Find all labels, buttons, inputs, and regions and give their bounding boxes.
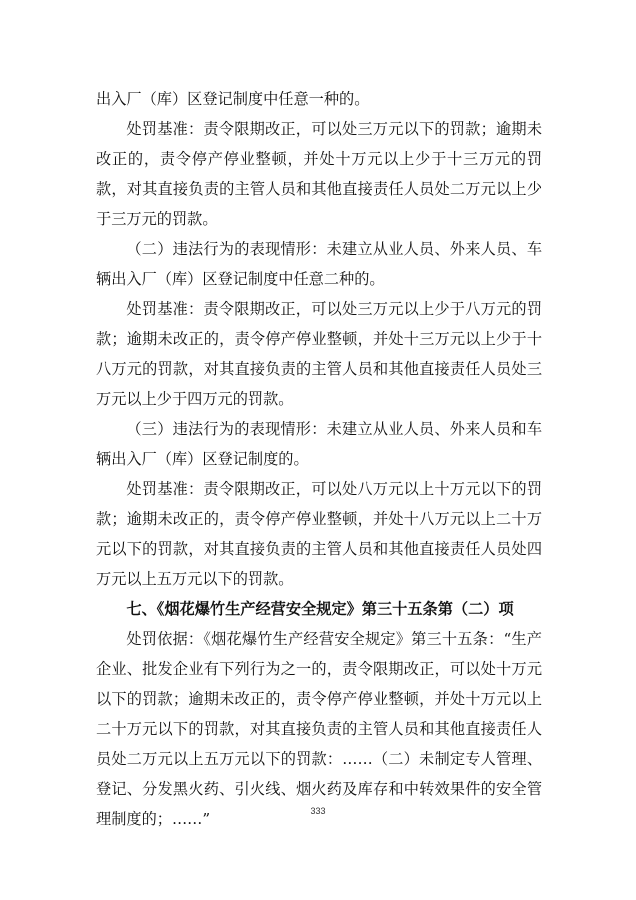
page-number: 333 xyxy=(310,806,326,816)
paragraph-penalty-standard-1: 处罚基准：责令限期改正，可以处三万元以下的罚款；逾期未改正的，责令停产停业整顿，并处十万元以上少于十三万元的罚款，对其直接负责的主管人员和其他直接责任人员处二万元以上少于三万元的罚款。 xyxy=(96,120,542,228)
paragraph-penalty-basis: 处罚依据：《烟花爆竹生产经营安全规定》第三十五条：“生产企业、批发企业有下列行为之一的，责令限期改正，可以处十万元以下的罚款；逾期未改正的，责令停产停业整顿，并处十万元以上二十万元以下的罚款，对其直接负责的主管人员和其他直接责任人员处二万元以上五万元以下的罚款：……（二）未制定专人管理、登记、分发黑火药、引火线、烟火药及库存和中转效果件的安全管理制度的；……” xyxy=(96,630,542,828)
document-body xyxy=(96,84,542,834)
paragraph-violation-case-2: （二）违法行为的表现情形：未建立从业人员、外来人员、车辆出入厂（库）区登记制度中任意二种的。 xyxy=(96,240,542,288)
paragraph-penalty-standard-3: 处罚基准：责令限期改正，可以处八万元以上十万元以下的罚款；逾期未改正的，责令停产停业整顿，并处十八万元以上二十万元以下的罚款，对其直接负责的主管人员和其他直接责任人员处四万元以上五万元以下的罚款。 xyxy=(96,480,542,588)
paragraph-violation-case-3: （三）违法行为的表现情形：未建立从业人员、外来人员和车辆出入厂（库）区登记制度的。 xyxy=(96,420,542,468)
section-heading: 七、《烟花爆竹生产经营安全规定》第三十五条第（二）项 xyxy=(126,600,514,618)
paragraph-continuation: 出入厂（库）区登记制度中任意一种的。 xyxy=(96,90,370,108)
paragraph-penalty-standard-2: 处罚基准：责令限期改正，可以处三万元以上少于八万元的罚款；逾期未改正的，责令停产停业整顿，并处十三万元以上少于十八万元的罚款，对其直接负责的主管人员和其他直接责任人员处三万元以上少于四万元的罚款。 xyxy=(96,300,542,408)
